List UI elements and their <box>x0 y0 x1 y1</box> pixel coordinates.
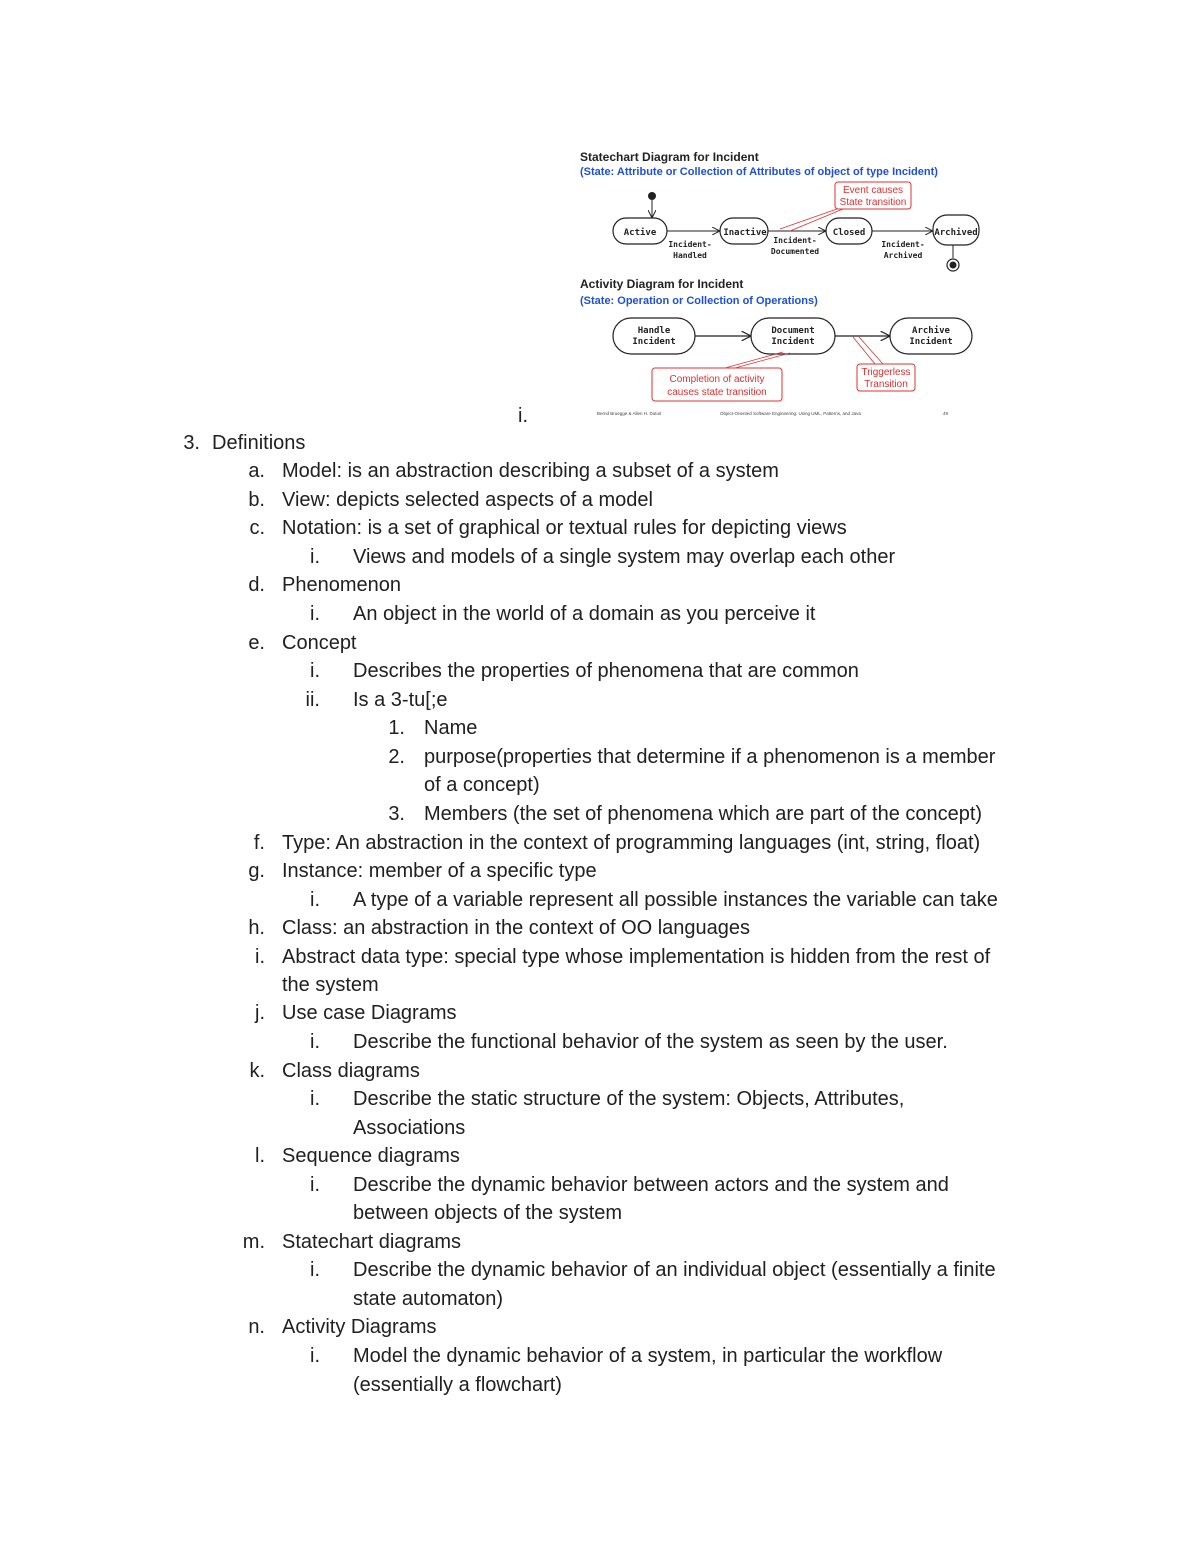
item-marker: i. <box>310 660 320 682</box>
item-text: Abstract data type: special type whose implementation is hidden from the rest of <box>282 946 991 968</box>
transition-archived-label-1: Incident- <box>881 240 925 249</box>
item-text: Model the dynamic behavior of a system, in particular the workflow <box>353 1345 943 1367</box>
completion-note-pointer-a <box>725 352 783 368</box>
state-inactive-label: Inactive <box>723 228 767 238</box>
figure-footer-right: 49 <box>943 411 949 416</box>
item-marker: k. <box>249 1060 265 1082</box>
activity-handle-label-1: Handle <box>637 326 671 336</box>
triggerless-note-pointer-b <box>859 337 883 364</box>
item-marker: 1. <box>388 717 405 739</box>
item-marker: 3. <box>388 803 405 825</box>
item-text-continued: state automaton) <box>353 1288 504 1310</box>
item-marker: h. <box>248 917 265 939</box>
item-text: Sequence diagrams <box>282 1145 460 1167</box>
item-marker: 2. <box>388 746 405 768</box>
triggerless-note-line-1: Triggerless <box>861 367 911 378</box>
activity-subtitle: (State: Operation or Collection of Operations) <box>580 295 818 307</box>
statechart-subtitle: (State: Attribute or Collection of Attributes of object of type Incident) <box>580 166 938 178</box>
item-marker: g. <box>248 860 265 882</box>
initial-state-dot <box>648 192 656 200</box>
item-marker: j. <box>255 1002 265 1024</box>
item-marker: l. <box>255 1145 265 1167</box>
item-text: Statechart diagrams <box>282 1231 461 1253</box>
item-marker: i. <box>310 546 320 568</box>
item-marker: i. <box>310 603 320 625</box>
item-text: Views and models of a single system may overlap each other <box>353 546 896 568</box>
figure-list-marker: i. <box>518 405 528 427</box>
final-state-dot <box>950 262 957 269</box>
item-marker: d. <box>248 574 265 596</box>
item-text-continued: (essentially a flowchart) <box>353 1374 562 1396</box>
activity-box-archive <box>890 318 972 354</box>
completion-note-line-2: causes state transition <box>667 387 767 398</box>
state-closed-label: Closed <box>832 228 866 238</box>
item-text-continued: the system <box>282 974 379 996</box>
item-text: Model: is an abstraction describing a subset of a system <box>282 460 779 482</box>
state-archived-label: Archived <box>934 228 978 238</box>
activity-archive-label-2: Incident <box>909 337 953 347</box>
section-number: 3. <box>183 432 200 454</box>
item-text: View: depicts selected aspects of a model <box>282 489 653 511</box>
activity-handle-label-2: Incident <box>632 337 676 347</box>
item-text: Describes the properties of phenomena that are common <box>353 660 859 682</box>
item-marker: n. <box>248 1316 265 1338</box>
item-marker: i. <box>310 1031 320 1053</box>
item-marker: i. <box>310 1345 320 1367</box>
state-active-label: Active <box>623 228 657 238</box>
item-marker: e. <box>248 632 265 654</box>
item-marker: b. <box>248 489 265 511</box>
item-text: Describe the dynamic behavior between actors and the system and <box>353 1174 949 1196</box>
item-marker: m. <box>242 1231 265 1253</box>
completion-note-line-1: Completion of activity <box>669 374 765 385</box>
item-marker: i. <box>310 889 320 911</box>
activity-box-document <box>751 318 835 354</box>
item-marker: i. <box>310 1259 320 1281</box>
item-text: Class diagrams <box>282 1060 420 1082</box>
item-marker: ii. <box>305 689 320 711</box>
transition-archived-label-2: Archived <box>883 251 923 260</box>
item-marker: f. <box>253 832 265 854</box>
item-text: Instance: member of a specific type <box>282 860 597 882</box>
completion-note-pointer-b <box>735 353 790 368</box>
item-text: An object in the world of a domain as you perceive it <box>353 603 816 625</box>
item-text: Describe the dynamic behavior of an individual object (essentially a finite <box>353 1259 996 1281</box>
item-text: Use case Diagrams <box>282 1002 457 1024</box>
item-text-continued: between objects of the system <box>353 1202 623 1224</box>
activity-archive-label-1: Archive <box>912 326 950 336</box>
item-text: Describe the static structure of the system: Objects, Attributes, <box>353 1088 905 1110</box>
statechart-title: Statechart Diagram for Incident <box>580 150 759 164</box>
item-text: Type: An abstraction in the context of programming languages (int, string, float) <box>282 832 981 854</box>
transition-handled-label-2: Handled <box>673 251 707 260</box>
item-text: Class: an abstraction in the context of OO languages <box>282 917 751 939</box>
activity-title: Activity Diagram for Incident <box>580 277 744 291</box>
triggerless-note-line-2: Transition <box>864 379 908 390</box>
item-marker: i. <box>310 1174 320 1196</box>
item-marker: i. <box>255 946 265 968</box>
item-marker: c. <box>249 517 265 539</box>
section-title: Definitions <box>212 432 306 454</box>
item-text: Describe the functional behavior of the system as seen by the user. <box>353 1031 948 1053</box>
figure-footer-left: Bernd Bruegge & Allen H. Dutoit <box>597 411 662 416</box>
item-text: Phenomenon <box>282 574 401 596</box>
figure-footer-mid: Object-Oriented Software Engineering: Using UML, Patterns, and Java <box>720 411 861 416</box>
activity-document-label-1: Document <box>771 326 815 336</box>
event-note-line-1: Event causes <box>842 185 904 196</box>
item-text: Notation: is a set of graphical or textual rules for depicting views <box>282 517 847 539</box>
transition-handled-label-1: Incident- <box>668 240 712 249</box>
event-note-line-2: State transition <box>839 197 907 208</box>
item-text: Concept <box>282 632 357 654</box>
item-text-continued: Associations <box>353 1117 466 1139</box>
item-marker: a. <box>248 460 265 482</box>
item-text: Activity Diagrams <box>282 1316 437 1338</box>
activity-document-label-2: Incident <box>771 337 815 347</box>
item-marker: i. <box>310 1088 320 1110</box>
item-text: A type of a variable represent all possible instances the variable can take <box>353 889 998 911</box>
item-text: Members (the set of phenomena which are part of the concept) <box>424 803 983 825</box>
activity-box-handle <box>613 318 695 354</box>
triggerless-note-pointer-a <box>853 337 875 364</box>
transition-documented-label-2: Documented <box>770 247 820 256</box>
transition-documented-label-1: Incident- <box>773 236 817 245</box>
incident-diagram-figure <box>575 145 985 425</box>
item-text: Is a 3-tu[;e <box>353 689 448 711</box>
item-text: purpose(properties that determine if a phenomenon is a member <box>424 746 996 768</box>
item-text-continued: of a concept) <box>424 774 540 796</box>
item-text: Name <box>424 717 478 739</box>
